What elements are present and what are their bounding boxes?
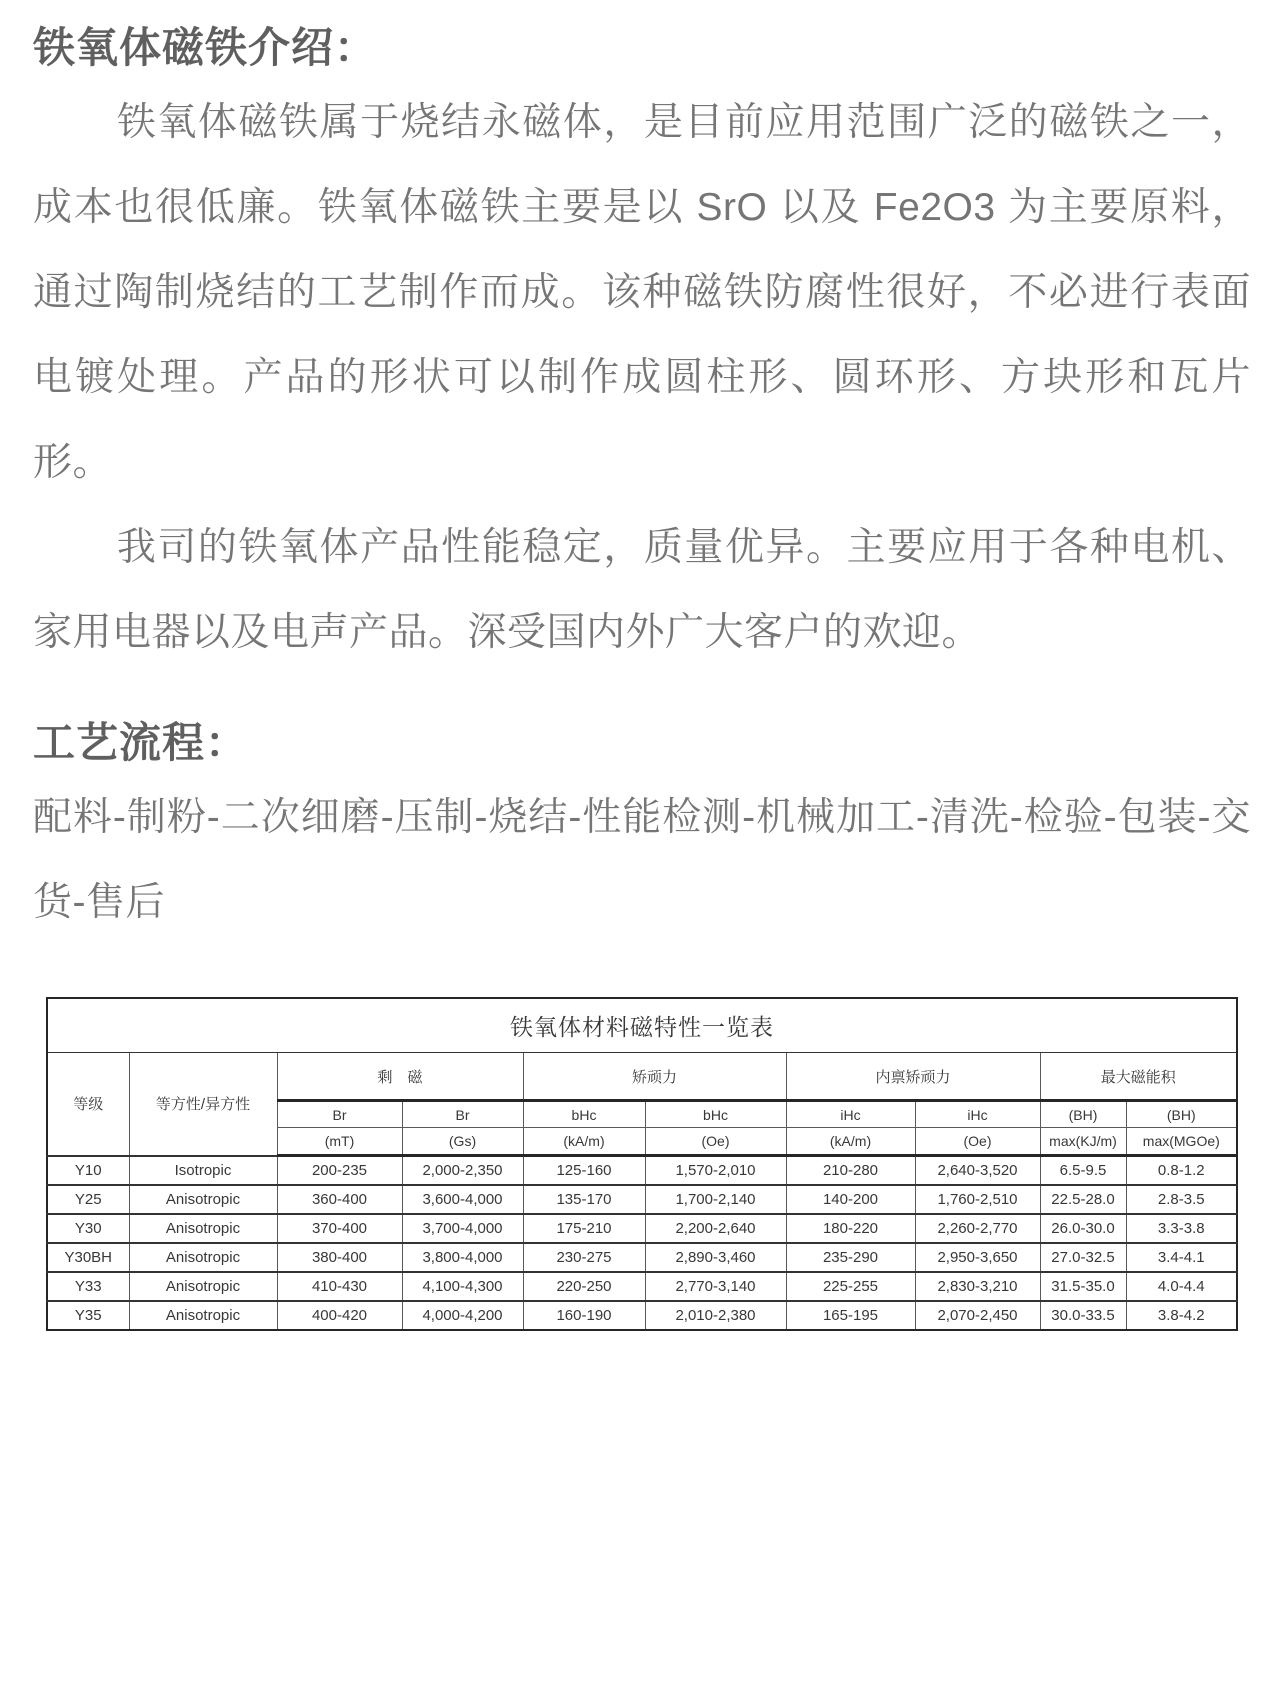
table-cell: 225-255 xyxy=(786,1272,915,1301)
col-symbol: bHc xyxy=(645,1101,786,1128)
table-cell: 230-275 xyxy=(523,1243,645,1272)
table-cell: 4,000-4,200 xyxy=(402,1301,523,1330)
col-unit: (Gs) xyxy=(402,1128,523,1156)
table-cell: 6.5-9.5 xyxy=(1040,1156,1126,1186)
table-cell: 1,700-2,140 xyxy=(645,1185,786,1214)
col-header-grade: 等级 xyxy=(47,1053,129,1156)
table-cell: Y30 xyxy=(47,1214,129,1243)
table-cell: 3.4-4.1 xyxy=(1126,1243,1237,1272)
table-cell: 2,890-3,460 xyxy=(645,1243,786,1272)
table-cell: Y10 xyxy=(47,1156,129,1186)
table-cell: 235-290 xyxy=(786,1243,915,1272)
table-cell: 180-220 xyxy=(786,1214,915,1243)
table-cell: 125-160 xyxy=(523,1156,645,1186)
table-cell: Anisotropic xyxy=(129,1272,277,1301)
table-cell: 2,070-2,450 xyxy=(915,1301,1040,1330)
table-row xyxy=(47,1243,1237,1272)
table-cell: 1,760-2,510 xyxy=(915,1185,1040,1214)
col-unit: (kA/m) xyxy=(523,1128,645,1156)
table-cell: 3.3-3.8 xyxy=(1126,1214,1237,1243)
table-title: 铁氧体材料磁特性一览表 xyxy=(47,998,1237,1053)
table-cell: 3,700-4,000 xyxy=(402,1214,523,1243)
table-cell: 160-190 xyxy=(523,1301,645,1330)
table-cell: 165-195 xyxy=(786,1301,915,1330)
table-cell: 4,100-4,300 xyxy=(402,1272,523,1301)
table-cell: 200-235 xyxy=(277,1156,402,1186)
process-heading: 工艺流程： xyxy=(33,719,249,766)
col-symbol: Br xyxy=(402,1101,523,1128)
table-group-header-row xyxy=(47,1053,1237,1101)
col-symbol: Br xyxy=(277,1101,402,1128)
magnetic-properties-table xyxy=(46,997,1238,1331)
table-cell: 27.0-32.5 xyxy=(1040,1243,1126,1272)
table-cell: Y35 xyxy=(47,1301,129,1330)
table-row xyxy=(47,1272,1237,1301)
table-cell: 210-280 xyxy=(786,1156,915,1186)
table-cell: 2,010-2,380 xyxy=(645,1301,786,1330)
table-cell: 380-400 xyxy=(277,1243,402,1272)
table-cell: 26.0-30.0 xyxy=(1040,1214,1126,1243)
table-cell: 2,260-2,770 xyxy=(915,1214,1040,1243)
table-cell: 135-170 xyxy=(523,1185,645,1214)
col-symbol: iHc xyxy=(915,1101,1040,1128)
table-row xyxy=(47,1301,1237,1330)
col-symbol: (BH) xyxy=(1040,1101,1126,1128)
table-cell: 31.5-35.0 xyxy=(1040,1272,1126,1301)
table-row xyxy=(47,1156,1237,1186)
col-symbol: bHc xyxy=(523,1101,645,1128)
table-cell: 175-210 xyxy=(523,1214,645,1243)
table-cell: Y33 xyxy=(47,1272,129,1301)
table-cell: 2,200-2,640 xyxy=(645,1214,786,1243)
intro-heading: 铁氧体磁铁介绍： xyxy=(33,24,378,71)
table-cell: 3.8-4.2 xyxy=(1126,1301,1237,1330)
table-cell: 2.8-3.5 xyxy=(1126,1185,1237,1214)
table-cell: 1,570-2,010 xyxy=(645,1156,786,1186)
table-cell: 3,800-4,000 xyxy=(402,1243,523,1272)
col-group-coercivity: 矫顽力 xyxy=(523,1053,786,1101)
table-cell: 0.8-1.2 xyxy=(1126,1156,1237,1186)
table-cell: Y30BH xyxy=(47,1243,129,1272)
col-unit: (Oe) xyxy=(915,1128,1040,1156)
table-cell: 360-400 xyxy=(277,1185,402,1214)
table-cell: 220-250 xyxy=(523,1272,645,1301)
col-unit: max(MGOe) xyxy=(1126,1128,1237,1156)
table-cell: 2,950-3,650 xyxy=(915,1243,1040,1272)
col-unit: max(KJ/m) xyxy=(1040,1128,1126,1156)
table-title-row xyxy=(47,998,1237,1053)
table-cell: 3,600-4,000 xyxy=(402,1185,523,1214)
table-row xyxy=(47,1214,1237,1243)
table-cell: Anisotropic xyxy=(129,1214,277,1243)
table-cell: 400-420 xyxy=(277,1301,402,1330)
table-cell: 140-200 xyxy=(786,1185,915,1214)
table-row xyxy=(47,1185,1237,1214)
col-unit: (mT) xyxy=(277,1128,402,1156)
table-cell: 2,830-3,210 xyxy=(915,1272,1040,1301)
table-cell: Y25 xyxy=(47,1185,129,1214)
col-symbol: (BH) xyxy=(1126,1101,1237,1128)
table-cell: Anisotropic xyxy=(129,1243,277,1272)
intro-paragraph-1: 铁氧体磁铁属于烧结永磁体，是目前应用范围广泛的磁铁之一，成本也很低廉。铁氧体磁铁主要是以 SrO 以及 Fe2O3 为主要原料，通过陶制烧结的工艺制作而成。该种磁铁防腐性很好，不必进行表面电镀处理。产品的形状可以制作成圆柱形、圆环形、方块形和瓦片形。 xyxy=(33,101,1251,484)
table-cell: 2,640-3,520 xyxy=(915,1156,1040,1186)
table-cell: Anisotropic xyxy=(129,1185,277,1214)
table-cell: Isotropic xyxy=(129,1156,277,1186)
table-cell: 410-430 xyxy=(277,1272,402,1301)
intro-paragraph-2: 我司的铁氧体产品性能稳定，质量优异。主要应用于各种电机、家用电器以及电声产品。深受国内外广大客户的欢迎。 xyxy=(33,526,1251,654)
col-unit: (kA/m) xyxy=(786,1128,915,1156)
table-cell: 22.5-28.0 xyxy=(1040,1185,1126,1214)
col-unit: (Oe) xyxy=(645,1128,786,1156)
table-cell: 30.0-33.5 xyxy=(1040,1301,1126,1330)
col-group-remanence: 剩 磁 xyxy=(277,1053,523,1101)
col-header-isotropy: 等方性/异方性 xyxy=(129,1053,277,1156)
table-cell: 2,000-2,350 xyxy=(402,1156,523,1186)
col-group-max-energy-product: 最大磁能积 xyxy=(1040,1053,1237,1101)
table-cell: 370-400 xyxy=(277,1214,402,1243)
table-cell: 2,770-3,140 xyxy=(645,1272,786,1301)
process-flow-text: 配料-制粉-二次细磨-压制-烧结-性能检测-机械加工-清洗-检验-包装-交货-售后 xyxy=(33,796,1251,924)
table-cell: Anisotropic xyxy=(129,1301,277,1330)
col-group-intrinsic-coercivity: 内禀矫顽力 xyxy=(786,1053,1040,1101)
table-cell: 4.0-4.4 xyxy=(1126,1272,1237,1301)
col-symbol: iHc xyxy=(786,1101,915,1128)
